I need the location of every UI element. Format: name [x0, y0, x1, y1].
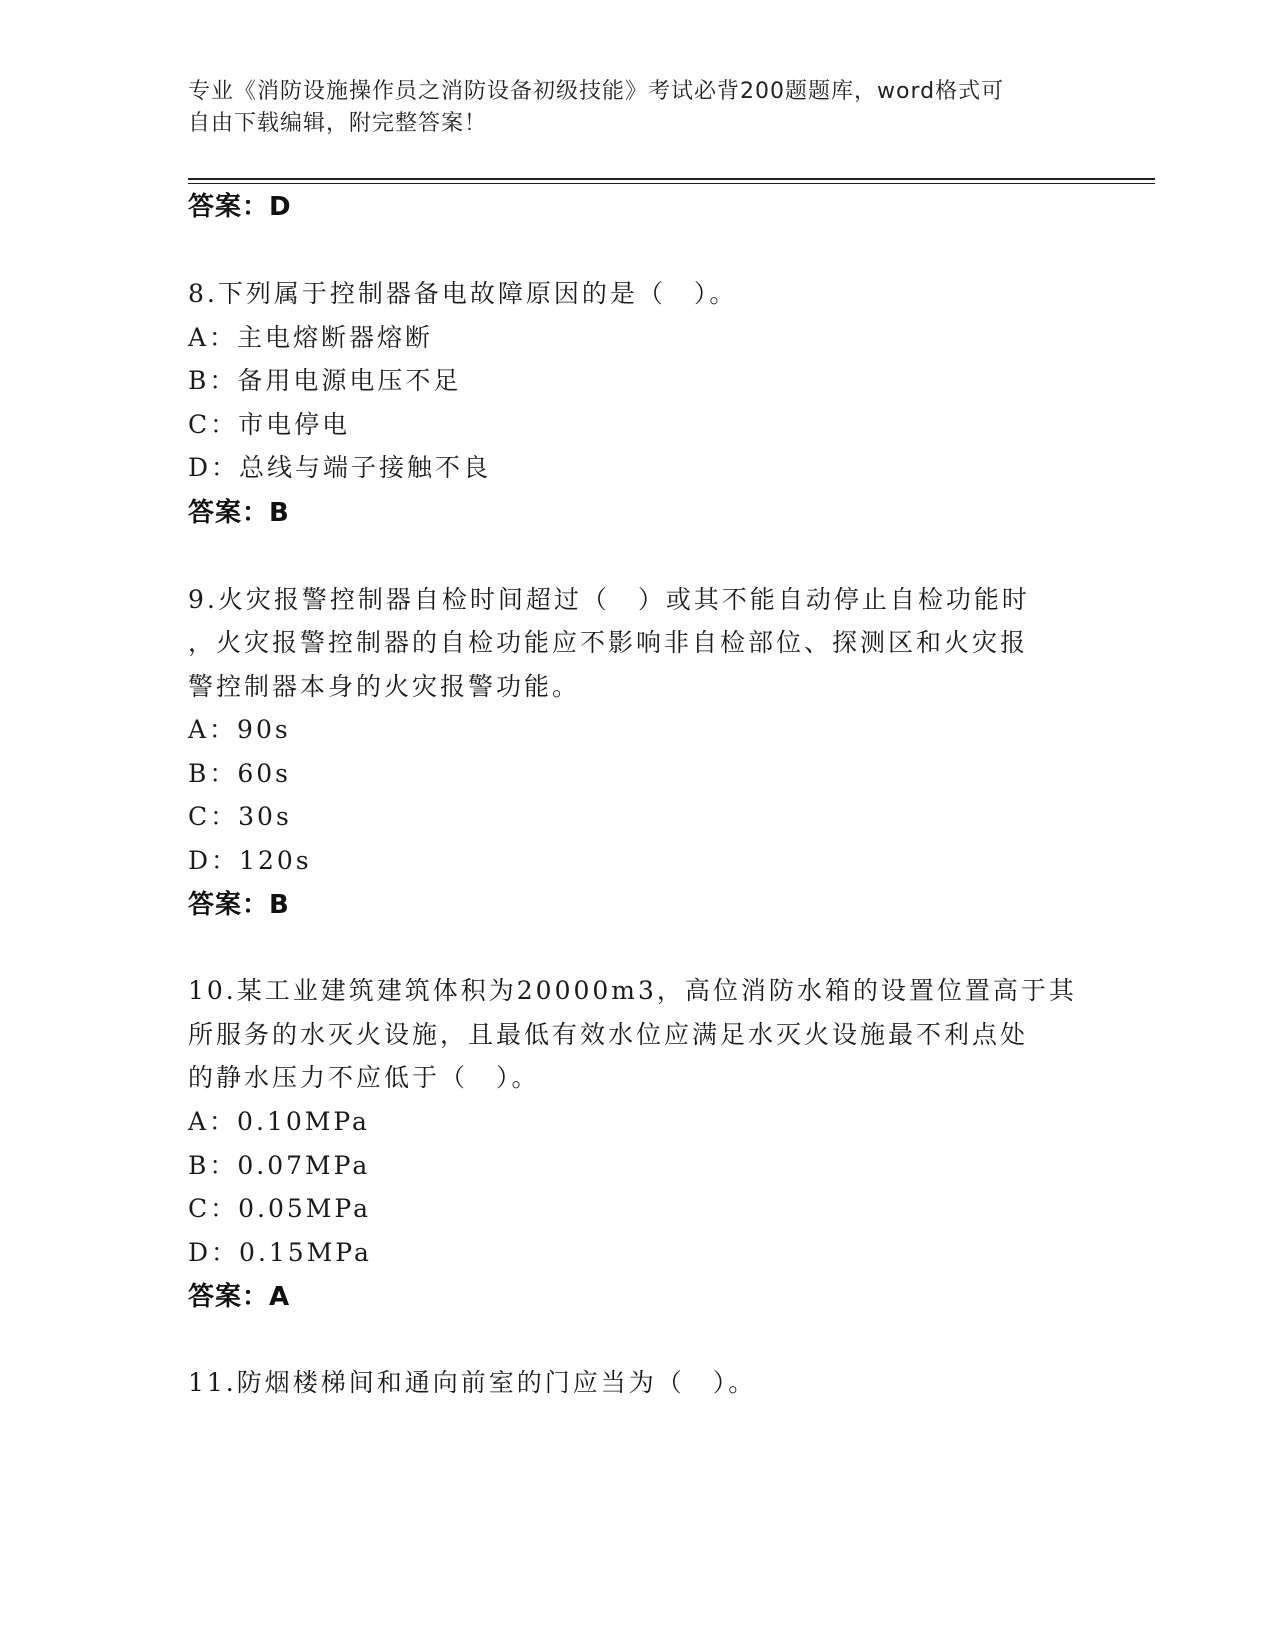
document-header [188, 76, 1068, 140]
question-9-stem-line-1: 9.火灾报警控制器自检时间超过（ ）或其不能自动停止自检功能时 [188, 585, 1030, 614]
question-9-option-c: C：30s [188, 802, 292, 831]
header-line-2: 自由下载编辑，附完整答案！ [188, 111, 488, 136]
question-8-option-c: C：市电停电 [188, 410, 351, 439]
answer-previous: 答案：D [188, 192, 292, 222]
question-10-stem-line-2: 所服务的水灭火设施，且最低有效水位应满足水灭火设施最不利点处 [188, 1020, 1029, 1049]
question-9-stem-line-2: ，火灾报警控制器的自检功能应不影响非自检部位、探测区和火灾报 [188, 628, 1029, 657]
question-10-stem-line-3: 的静水压力不应低于（ ）。 [188, 1063, 540, 1092]
question-9-stem-line-3: 警控制器本身的火灾报警功能。 [188, 672, 581, 701]
question-8-answer: 答案：B [188, 498, 290, 528]
question-10-option-a: A：0.10MPa [188, 1107, 370, 1136]
question-8-stem-line-1: 8.下列属于控制器备电故障原因的是（ ）。 [188, 279, 738, 308]
question-8-option-b: B：备用电源电压不足 [188, 366, 462, 395]
header-rule-thin [188, 183, 1155, 184]
question-10-stem-line-1: 10.某工业建筑建筑体积为20000m3，高位消防水箱的设置位置高于其 [188, 976, 1077, 1005]
header-rule-thick [188, 178, 1155, 180]
question-9-answer: 答案：B [188, 890, 290, 920]
question-11-stem-line-1: 11.防烟楼梯间和通向前室的门应当为（ ）。 [188, 1368, 757, 1397]
question-8-option-d: D：总线与端子接触不良 [188, 453, 492, 482]
question-9-option-b: B：60s [188, 759, 292, 788]
question-9-option-d: D：120s [188, 846, 312, 875]
header-line-1: 专业《消防设施操作员之消防设备初级技能》考试必背200题题库，word格式可 [188, 79, 1005, 104]
question-10-option-d: D：0.15MPa [188, 1238, 372, 1267]
question-8-option-a: A：主电熔断器熔断 [188, 323, 434, 352]
question-9-option-a: A：90s [188, 715, 291, 744]
question-10-option-c: C：0.05MPa [188, 1194, 371, 1223]
question-10-option-b: B：0.07MPa [188, 1151, 371, 1180]
question-10-answer: 答案：A [188, 1282, 291, 1312]
